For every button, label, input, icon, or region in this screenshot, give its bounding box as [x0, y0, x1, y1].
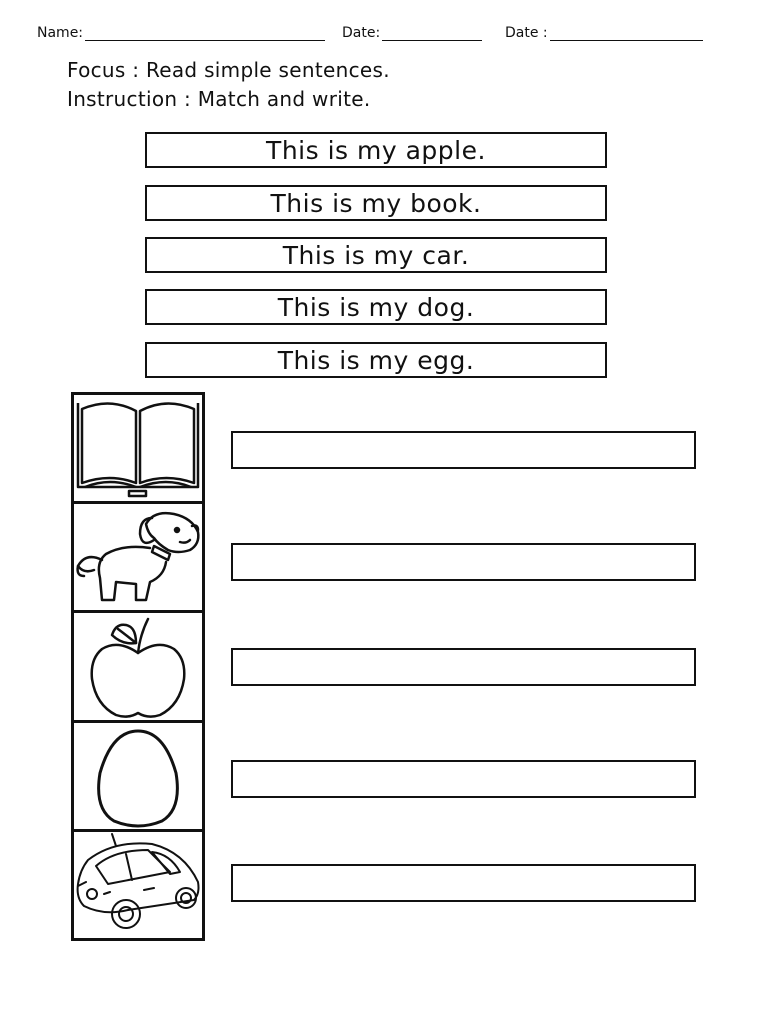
instruction-text: Instruction : Match and write. — [67, 87, 371, 111]
dog-icon — [74, 504, 202, 610]
name-label: Name: — [37, 25, 84, 41]
date-blank[interactable] — [382, 24, 482, 41]
apple-icon — [74, 613, 202, 720]
picture-cell-book — [74, 395, 202, 504]
name-field — [37, 24, 325, 41]
date2-field — [505, 24, 703, 41]
picture-cell-car — [74, 832, 202, 938]
egg-icon — [74, 723, 202, 829]
answer-box-dog[interactable] — [231, 543, 696, 581]
date2-label: Date : — [505, 25, 548, 41]
book-icon — [74, 395, 202, 501]
answer-box-book[interactable] — [231, 431, 696, 469]
sentence-box-car: This is my car. — [145, 237, 607, 273]
picture-cell-apple — [74, 613, 202, 723]
date2-blank[interactable] — [550, 24, 703, 41]
answer-box-car[interactable] — [231, 864, 696, 902]
sentence-box-dog: This is my dog. — [145, 289, 607, 325]
sentence-box-egg: This is my egg. — [145, 342, 607, 378]
sentence-box-book: This is my book. — [145, 185, 607, 221]
answer-box-apple[interactable] — [231, 648, 696, 686]
sentence-box-apple: This is my apple. — [145, 132, 607, 168]
picture-cell-egg — [74, 723, 202, 832]
picture-column — [71, 392, 205, 941]
header-fields — [0, 24, 768, 46]
date-field — [342, 24, 482, 41]
picture-cell-dog — [74, 504, 202, 613]
focus-text: Focus : Read simple sentences. — [67, 58, 390, 82]
name-blank[interactable] — [85, 24, 325, 41]
date-label: Date: — [342, 25, 381, 41]
answer-box-egg[interactable] — [231, 760, 696, 798]
car-icon — [74, 832, 202, 938]
